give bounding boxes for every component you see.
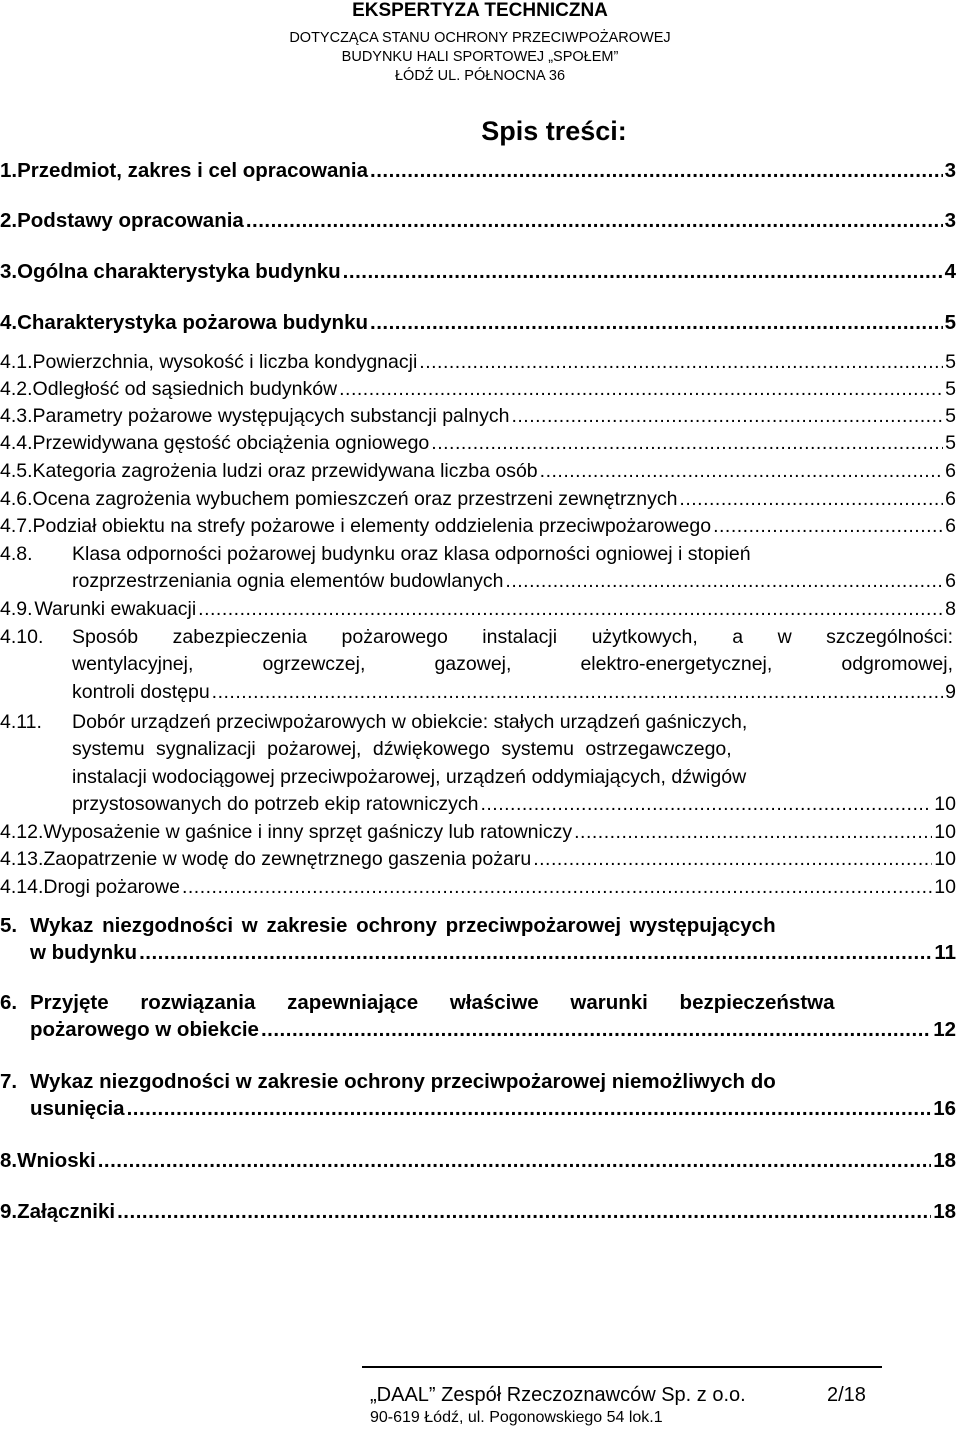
toc-text: Przedmiot, zakres i cel opracowania xyxy=(17,159,369,182)
toc-page: 18 xyxy=(933,1149,956,1172)
toc-text-line-1: Przyjęte rozwiązania zapewniające właściwe warunki bezpieczeństwa xyxy=(30,991,835,1014)
toc-leader xyxy=(679,486,943,513)
toc-entry-4-3[interactable] xyxy=(0,403,960,430)
toc-leader xyxy=(540,458,943,485)
toc-number: 4.7. xyxy=(0,515,33,537)
toc-leader xyxy=(370,158,943,184)
toc-leader xyxy=(713,513,943,540)
toc-number: 3. xyxy=(0,260,18,283)
toc-text-line-2: rozprzestrzeniania ognia elementów budowlanych xyxy=(72,570,504,592)
toc-entry-4-9[interactable] xyxy=(0,596,960,623)
toc-text: Odległość od sąsiednich budynków xyxy=(32,378,338,400)
toc-text: Kategoria zagrożenia ludzi oraz przewidywana liczba osób xyxy=(32,460,538,482)
toc-entry-4-14[interactable] xyxy=(0,874,960,901)
toc-page: 6 xyxy=(945,488,956,510)
toc-page: 4 xyxy=(944,260,956,283)
toc-page: 6 xyxy=(945,515,956,537)
toc-page: 11 xyxy=(934,941,956,964)
toc-page: 5 xyxy=(945,405,956,427)
toc-text: Warunki ewakuacji xyxy=(34,598,197,620)
toc-number: 4.12. xyxy=(0,821,44,843)
toc-leader xyxy=(343,259,943,285)
toc-number: 4. xyxy=(0,311,18,334)
toc-number: 4.14. xyxy=(0,876,44,898)
toc-number: 7. xyxy=(0,1070,18,1093)
header-line-3: ŁÓDŹ UL. PÓŁNOCNA 36 xyxy=(394,68,566,84)
toc-leader xyxy=(431,430,943,457)
toc-number: 4.13. xyxy=(0,848,44,870)
toc-page: 5 xyxy=(945,351,956,373)
toc-page: 3 xyxy=(944,209,956,232)
toc-entry-4-12[interactable] xyxy=(0,819,960,846)
toc-text: Ocena zagrożenia wybuchem pomieszczeń oraz przestrzeni zewnętrznych xyxy=(32,488,678,510)
toc-number: 4.4. xyxy=(0,432,33,454)
toc-text-line-2: pożarowego w obiekcie xyxy=(30,1018,259,1041)
toc-entry-4-2[interactable] xyxy=(0,376,960,403)
toc-text: Wyposażenie w gaśnice i inny sprzęt gaśniczy lub ratowniczy xyxy=(43,821,573,843)
toc-number: 9. xyxy=(0,1200,18,1223)
toc-number: 4.5. xyxy=(0,460,33,482)
toc-leader xyxy=(505,568,943,595)
toc-text: Podział obiektu na strefy pożarowe i elementy oddzielenia przeciwpożarowego xyxy=(32,515,712,537)
footer-page-number: 2/18 xyxy=(827,1384,866,1406)
toc-number: 4.3. xyxy=(0,405,33,427)
toc-page: 3 xyxy=(944,159,956,182)
toc-leader xyxy=(212,679,943,706)
toc-entry-8[interactable] xyxy=(0,1148,960,1174)
toc-text-line-2: usunięcia xyxy=(30,1097,125,1120)
toc-entry-4-6[interactable] xyxy=(0,486,960,513)
toc-page: 6 xyxy=(945,460,956,482)
toc-leader xyxy=(261,1017,931,1043)
toc-leader xyxy=(246,208,943,234)
footer-address: 90-619 Łódź, ul. Pogonowskiego 54 lok.1 xyxy=(370,1409,663,1426)
toc-leader xyxy=(533,846,932,873)
toc-entry-4-1[interactable] xyxy=(0,349,960,376)
header-title: EKSPERTYZA TECHNICZNA xyxy=(352,0,608,21)
toc-text-line-1: Wykaz niezgodności w zakresie ochrony przeciwpożarowej niemożliwych do xyxy=(30,1070,776,1093)
toc-number: 8. xyxy=(0,1149,18,1172)
toc-page: 6 xyxy=(945,570,956,592)
header-line-2: BUDYNKU HALI SPORTOWEJ „SPOŁEM” xyxy=(341,49,619,65)
toc-text-line-2: systemu sygnalizacji pożarowej, dźwiękowego systemu ostrzegawczego, xyxy=(72,738,732,760)
toc-leader xyxy=(127,1096,932,1122)
toc-entry-4-4[interactable] xyxy=(0,430,960,457)
toc-text-line-1: Wykaz niezgodności w zakresie ochrony przeciwpożarowej występujących xyxy=(30,914,776,937)
toc-text: Przewidywana gęstość obciążenia ogniowego xyxy=(32,432,430,454)
toc-text: Drogi pożarowe xyxy=(43,876,180,898)
toc-page: 10 xyxy=(934,793,956,815)
toc-entry-9[interactable] xyxy=(0,1199,960,1225)
toc-leader xyxy=(182,874,932,901)
toc-page: 12 xyxy=(933,1018,956,1041)
toc-leader xyxy=(511,403,943,430)
toc-number: 6. xyxy=(0,991,18,1014)
toc-leader xyxy=(480,791,932,818)
toc-text: Podstawy opracowania xyxy=(17,209,244,232)
toc-page: 5 xyxy=(945,378,956,400)
toc-text-line-2: wentylacyjnej, ogrzewczej, gazowej, elektro-energetycznej, odgromowej, xyxy=(72,653,953,675)
toc-leader xyxy=(117,1199,931,1225)
toc-number: 4.8. xyxy=(0,543,33,565)
toc-number: 4.6. xyxy=(0,488,33,510)
toc-leader xyxy=(139,940,932,966)
toc-leader xyxy=(370,310,943,336)
footer-company: „DAAL” Zespół Rzeczoznawców Sp. z o.o. xyxy=(370,1384,746,1406)
toc-text: Charakterystyka pożarowa budynku xyxy=(17,311,369,334)
toc-leader xyxy=(574,819,932,846)
toc-text: Załączniki xyxy=(17,1200,116,1223)
toc-entry-1[interactable] xyxy=(0,158,960,184)
toc-leader xyxy=(198,596,943,623)
toc-page: 5 xyxy=(944,311,956,334)
toc-number: 4.1. xyxy=(0,351,33,373)
toc-text: Parametry pożarowe występujących substancji palnych xyxy=(32,405,510,427)
toc-page: 5 xyxy=(945,432,956,454)
toc-entry-4-5[interactable] xyxy=(0,458,960,485)
toc-page: 8 xyxy=(945,598,956,620)
toc-leader xyxy=(98,1148,931,1174)
toc-number: 4.2. xyxy=(0,378,33,400)
toc-leader xyxy=(419,349,943,376)
toc-text-line-1: Sposób zabezpieczenia pożarowego instalacji użytkowych, a w szczególności: xyxy=(72,626,953,648)
toc-text-line-1: Dobór urządzeń przeciwpożarowych w obiekcie: stałych urządzeń gaśniczych, xyxy=(72,711,748,733)
toc-entry-4-7[interactable] xyxy=(0,513,960,540)
toc-number: 1. xyxy=(0,159,18,182)
toc-text-line-4: przystosowanych do potrzeb ekip ratowniczych xyxy=(72,793,479,815)
toc-page: 9 xyxy=(945,681,956,703)
toc-number: 4.9. xyxy=(0,598,33,620)
toc-text-line-3: kontroli dostępu xyxy=(72,681,210,703)
toc-number: 4.10. xyxy=(0,626,44,648)
toc-entry-3[interactable] xyxy=(0,259,960,285)
toc-page: 10 xyxy=(934,821,956,843)
toc-page: 10 xyxy=(934,876,956,898)
toc-text: Ogólna charakterystyka budynku xyxy=(17,260,341,283)
toc-page: 18 xyxy=(933,1200,956,1223)
toc-entry-4[interactable] xyxy=(0,310,960,336)
header-line-1: DOTYCZĄCA STANU OCHRONY PRZECIWPOŻAROWEJ xyxy=(289,30,671,46)
toc-page: 10 xyxy=(934,848,956,870)
toc-leader xyxy=(339,376,943,403)
toc-text-line-1: Klasa odporności pożarowej budynku oraz klasa odporności ogniowej i stopień xyxy=(72,543,751,565)
toc-number: 4.11. xyxy=(0,711,42,733)
toc-text-line-3: instalacji wodociągowej przeciwpożarowej, urządzeń oddymiających, dźwigów xyxy=(72,766,747,788)
toc-entry-4-13[interactable] xyxy=(0,846,960,873)
toc-number: 5. xyxy=(0,914,18,937)
toc-text: Powierzchnia, wysokość i liczba kondygnacji xyxy=(32,351,418,373)
toc-heading: Spis treści: xyxy=(481,116,627,146)
toc-text: Zaopatrzenie w wodę do zewnętrznego gaszenia pożaru xyxy=(43,848,532,870)
toc-number: 2. xyxy=(0,209,18,232)
toc-text: Wnioski xyxy=(17,1149,96,1172)
toc-entry-2[interactable] xyxy=(0,208,960,234)
toc-text-line-2: w budynku xyxy=(30,941,138,964)
footer-rule xyxy=(362,1366,882,1368)
toc-page: 16 xyxy=(933,1097,956,1120)
